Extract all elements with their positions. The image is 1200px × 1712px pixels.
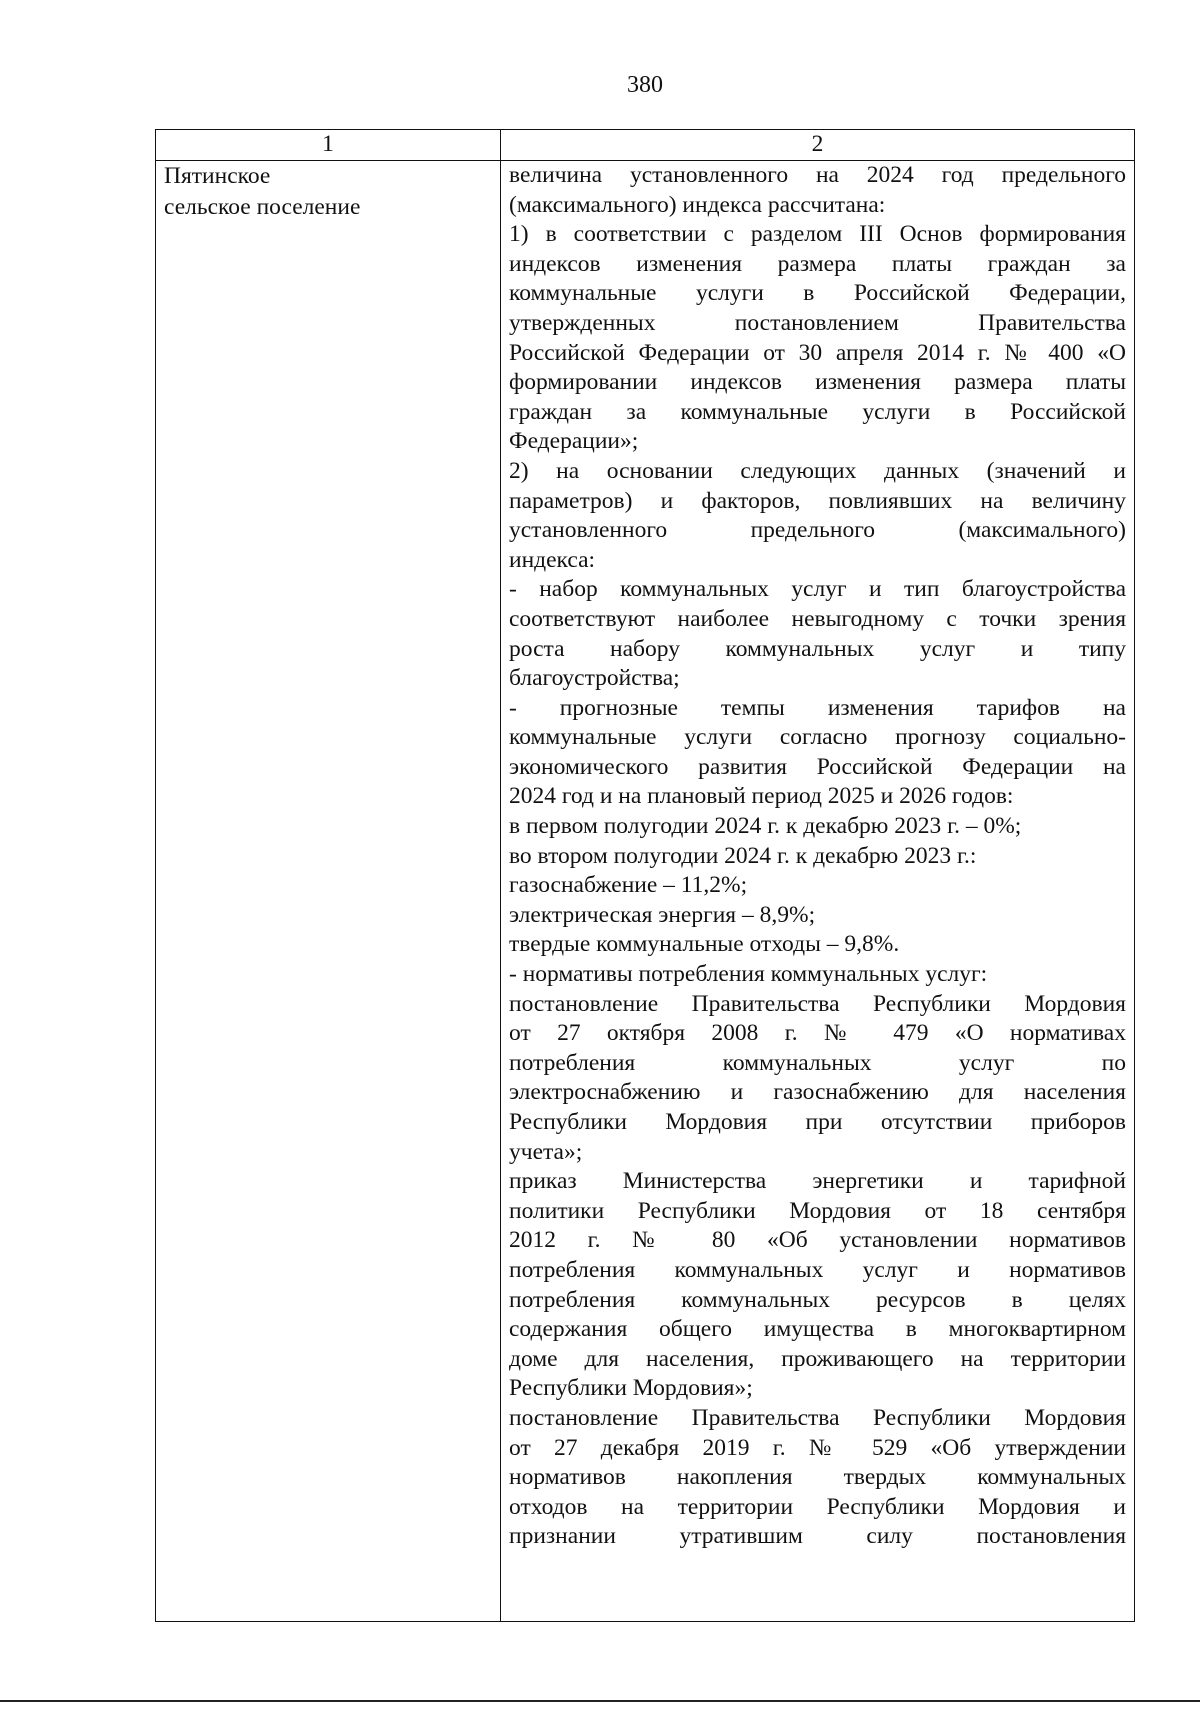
content-line: постановление Правительства Республики Мордовия	[509, 1404, 1126, 1431]
content-line: - нормативы потребления коммунальных услуг:	[509, 961, 988, 988]
content-line: потребления коммунальных услуг по	[509, 1049, 1126, 1076]
content-line: газоснабжение – 11,2%;	[509, 872, 748, 899]
content-line: Республики Мордовия»;	[509, 1375, 753, 1402]
content-line: отходов на территории Республики Мордовия и	[509, 1493, 1126, 1520]
settlement-cell	[156, 161, 501, 1622]
content-line: индекса:	[509, 546, 596, 573]
content-line: во втором полугодии 2024 г. к декабрю 2023 г.:	[509, 842, 977, 869]
bottom-edge-line	[0, 1700, 1200, 1702]
content-line: потребления коммунальных услуг и нормативов	[509, 1256, 1126, 1283]
content-line: формировании индексов изменения размера платы	[509, 369, 1126, 396]
content-line: доме для населения, проживающего на территории	[509, 1345, 1126, 1372]
content-line: индексов изменения размера платы граждан за	[509, 250, 1126, 277]
content-line: признании утратившим силу постановления	[509, 1523, 1126, 1550]
content-line: коммунальные услуги в Российской Федерации,	[509, 280, 1126, 307]
content-line: электрическая энергия – 8,9%;	[509, 901, 816, 928]
content-line: учета»;	[509, 1138, 583, 1165]
content-line: роста набору коммунальных услуг и типу	[509, 635, 1126, 662]
content-line: от 27 декабря 2019 г. № 529 «Об утверждении	[509, 1434, 1126, 1461]
page-number: 380	[627, 72, 663, 98]
content-line: от 27 октября 2008 г. № 479 «О нормативах	[509, 1020, 1126, 1047]
table-row	[156, 161, 1135, 1622]
table-header-row	[156, 130, 1135, 161]
content-line: граждан за коммунальные услуги в Российской	[509, 398, 1126, 425]
content-line: постановление Правительства Республики Мордовия	[509, 990, 1126, 1017]
content-line: Федерации»;	[509, 428, 639, 455]
document-table	[155, 129, 1135, 1622]
content-line: - прогнозные темпы изменения тарифов на	[509, 694, 1126, 721]
settlement-name-line: сельское поселение	[164, 194, 361, 221]
column-header-2: 2	[501, 130, 1135, 161]
content-line: коммунальные услуги согласно прогнозу социально-	[509, 724, 1126, 751]
content-line: Российской Федерации от 30 апреля 2014 г. № 400 «О	[509, 339, 1126, 366]
content-cell	[501, 161, 1135, 1622]
content-line: утвержденных постановлением Правительства	[509, 309, 1126, 336]
content-line: электроснабжению и газоснабжению для населения	[509, 1079, 1126, 1106]
content-line: 2012 г. № 80 «Об установлении нормативов	[509, 1227, 1126, 1254]
column-header-1: 1	[156, 130, 501, 161]
content-line: экономического развития Российской Федерации на	[509, 753, 1126, 780]
content-line: нормативов накопления твердых коммунальных	[509, 1464, 1126, 1491]
content-line: приказ Министерства энергетики и тарифной	[509, 1168, 1126, 1195]
content-line: 2) на основании следующих данных (значений и	[509, 457, 1126, 484]
content-line: 2024 год и на плановый период 2025 и 2026 годов:	[509, 783, 1014, 810]
content-line: величина установленного на 2024 год предельного	[509, 162, 1126, 188]
content-line: потребления коммунальных ресурсов в целях	[509, 1286, 1126, 1313]
settlement-name	[164, 161, 492, 224]
content-line: благоустройства;	[509, 665, 680, 692]
content-line: содержания общего имущества в многоквартирном	[509, 1316, 1126, 1343]
content-line: Республики Мордовия при отсутствии приборов	[509, 1109, 1126, 1135]
content-line: в первом полугодии 2024 г. к декабрю 2023 г. – 0%;	[509, 813, 1022, 840]
content-line: параметров) и факторов, повлиявших на величину	[509, 487, 1126, 514]
settlement-name-line: Пятинское	[164, 163, 271, 189]
content-line: (максимального) индекса рассчитана:	[509, 191, 886, 218]
content-line: - набор коммунальных услуг и тип благоустройства	[509, 576, 1126, 603]
content-line: установленного предельного (максимального)	[509, 517, 1126, 544]
content-text	[509, 161, 1126, 1552]
content-line: политики Республики Мордовия от 18 сентября	[509, 1197, 1126, 1224]
content-line: соответствуют наиболее невыгодному с точки зрения	[509, 605, 1126, 632]
content-line: твердые коммунальные отходы – 9,8%.	[509, 931, 900, 958]
content-line: 1) в соответствии с разделом III Основ формирования	[509, 221, 1126, 248]
